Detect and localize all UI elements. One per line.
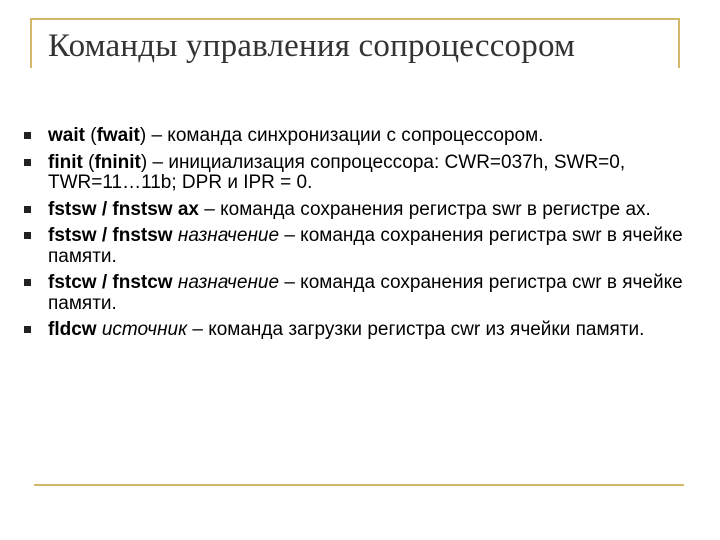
square-bullet-icon (24, 159, 31, 166)
operand-label: назначение (177, 272, 280, 293)
bullet-item (22, 320, 692, 341)
frame-top-line (30, 18, 680, 20)
slide-title: Команды управления сопроцессором (48, 28, 576, 64)
bullet-text: ) – команда синхронизации с сопроцессором. (139, 125, 544, 146)
bullet-text: – команда сохранения регистра swr в ячейке памяти. (48, 225, 683, 267)
square-bullet-icon (24, 132, 31, 139)
bullet-item (22, 126, 692, 147)
bullet-text: – команда загрузки регистра cwr из ячейки памяти. (187, 319, 645, 340)
command-name: fninit (94, 151, 141, 173)
frame-right-line (678, 18, 680, 68)
bullet-item (22, 200, 692, 221)
bullet-text: – команда сохранения регистра swr в регистре ax. (199, 198, 651, 220)
square-bullet-icon (24, 279, 31, 286)
square-bullet-icon (24, 232, 31, 239)
operand-label: назначение (177, 225, 280, 246)
bullet-list (22, 126, 692, 347)
command-name: fldcw (48, 319, 97, 340)
frame-bottom-line (34, 484, 684, 486)
bullet-text: – команда сохранения регистра cwr в ячейке памяти. (48, 272, 683, 314)
bullet-item (22, 273, 692, 314)
bullet-item (22, 226, 692, 267)
bullet-text: ( (84, 125, 97, 146)
command-name: fstcw / fnstcw (48, 272, 173, 293)
command-name: fstsw / fnstsw ax (48, 198, 199, 220)
bullet-text: ( (82, 151, 95, 173)
command-name: fwait (96, 125, 140, 146)
frame-left-line (30, 18, 32, 68)
square-bullet-icon (24, 206, 31, 213)
bullet-item (22, 153, 692, 194)
command-name: fstsw / fnstsw (48, 225, 173, 246)
command-name: finit (48, 151, 83, 173)
command-name: wait (48, 125, 85, 146)
square-bullet-icon (24, 326, 31, 333)
bullet-text: ) – инициализация сопроцессора: CWR=037h, SWR=0, TWR=11…11b; DPR и IPR = 0. (48, 151, 626, 193)
operand-label: источник (101, 319, 188, 340)
